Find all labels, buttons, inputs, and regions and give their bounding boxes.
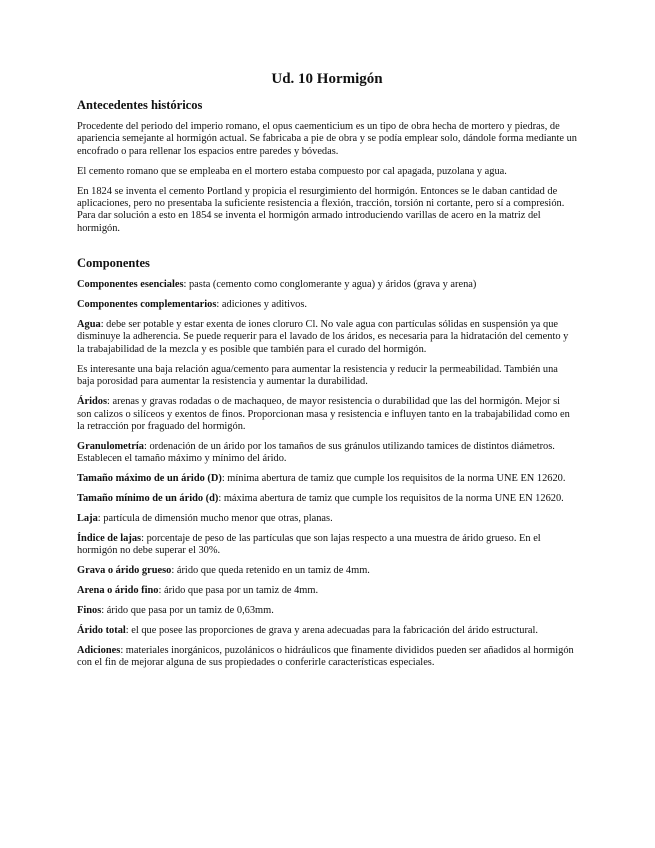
definition-text: : materiales inorgánicos, puzolánicos o hidráulicos que finamente divididos pueden ser añadidos al hormigón con el fin de mejorar alguna de sus propiedades o conferirle características especiales. — [77, 644, 574, 669]
definition-term: Árido total — [77, 624, 126, 636]
definition-paragraph — [77, 364, 577, 389]
definition-term: Laja — [77, 512, 98, 524]
history-section — [77, 97, 577, 235]
definition-text: : árido que queda retenido en un tamiz de 4mm. — [171, 565, 370, 577]
definition-text: Es interesante una baja relación agua/cemento para aumentar la resistencia y reducir la permeabilidad. También una baja porosidad para aumentar la resistencia y aumentar la durabilidad. — [77, 363, 558, 388]
definition-text: : árido que pasa por un tamiz de 4mm. — [158, 585, 319, 597]
definition-term: Tamaño mínimo de un árido (d) — [77, 493, 219, 505]
definition-term: Finos — [77, 604, 102, 616]
history-paragraph: Procedente del periodo del imperio romano, el opus caementicium es un tipo de obra hecha de mortero y piedras, de apariencia semejante al hormigón actual. Se fabricaba a pie de obra y se podía emplear solo, dándole forma mediante un encofrado o para rellenar los espacios entre paredes y bóvedas. — [77, 121, 577, 157]
definition-paragraph — [77, 493, 577, 505]
definition-term: Agua — [77, 319, 101, 331]
definition-paragraph — [77, 279, 577, 291]
definition-paragraph — [77, 299, 577, 311]
definition-term: Grava o árido grueso — [77, 565, 172, 577]
definition-text: : ordenación de un árido por los tamaños de sus gránulos utilizando tamices de distintos diámetros. Establecen el tamaño máximo y mínimo del árido. — [77, 440, 555, 465]
definition-text: : partícula de dimensión mucho menor que otras, planas. — [97, 512, 333, 524]
definition-text: : porcentaje de peso de las partículas que son lajas respecto a una muestra de árido grueso. En el hormigón no debe superar el 30%. — [77, 532, 541, 557]
definition-text: : debe ser potable y estar exenta de iones cloruro Cl. No vale agua con partículas sólidas en suspensión ya que disminuye la adherencia. Se puede requerir para el lavado de los áridos, es necesaria para la hidratación del cemento y la trabajabilidad de la mezcla y es posible que también para el curado del hormigón. — [77, 319, 569, 355]
document-page — [77, 70, 577, 677]
definition-term: Áridos — [77, 396, 108, 408]
history-paragraph: El cemento romano que se empleaba en el mortero estaba compuesto por cal apagada, puzolana y agua. — [77, 165, 507, 177]
definition-paragraph — [77, 319, 577, 356]
definition-paragraph — [77, 513, 577, 525]
definition-paragraph — [77, 396, 577, 433]
definition-paragraph — [77, 533, 577, 558]
definition-term: Adiciones — [77, 644, 121, 656]
definition-term: Componentes complementarios — [77, 299, 217, 311]
components-heading: Componentes — [77, 256, 150, 271]
definition-text: : el que posee las proporciones de grava y arena adecuadas para la fabricación del árido estructural. — [125, 624, 539, 636]
definition-paragraph — [77, 565, 577, 577]
definition-paragraph — [77, 625, 577, 637]
definition-text: : arenas y gravas rodadas o de machaqueo, de mayor resistencia o durabilidad que las del hormigón. Mejor si son calizos o silíceos y exentos de finos. Proporcionan masa y resistencia e influyen tanto en la trabajabilidad como en la retracción por fraguado del hormigón. — [77, 396, 570, 432]
definition-paragraph — [77, 473, 577, 485]
definition-term: Tamaño máximo de un árido (D) — [77, 473, 222, 485]
definition-text: : árido que pasa por un tamiz de 0,63mm. — [101, 604, 274, 616]
history-heading: Antecedentes históricos — [77, 98, 203, 112]
definition-term: Índice de lajas — [77, 532, 142, 544]
definition-text: : máxima abertura de tamiz que cumple los requisitos de la norma UNE EN 12620. — [218, 493, 564, 505]
definition-paragraph — [77, 605, 577, 617]
components-section — [77, 255, 577, 669]
definition-paragraph — [77, 441, 577, 466]
definition-text: : mínima abertura de tamiz que cumple los requisitos de la norma UNE EN 12620. — [221, 473, 566, 485]
definition-text: : adiciones y aditivos. — [216, 299, 308, 311]
definition-paragraph — [77, 645, 577, 670]
definition-term: Granulometría — [77, 440, 144, 452]
definition-text: : pasta (cemento como conglomerante y agua) y áridos (grava y arena) — [183, 279, 477, 291]
document-title: Ud. 10 Hormigón — [271, 71, 383, 87]
definition-term: Componentes esenciales — [77, 279, 184, 291]
definition-paragraph — [77, 585, 577, 597]
definition-term: Arena o árido fino — [77, 585, 159, 597]
history-paragraph: En 1824 se inventa el cemento Portland y propicia el resurgimiento del hormigón. Entonces se le daban cantidad de aplicaciones, pero no presentaba la suficiente resistencia a flexión, tracción, torsión ni cortante, pero sí a compresión. Para dar solución a esto en 1854 se inventa el hormigón armado introduciendo varillas de acero en la matriz del hormigón. — [77, 185, 565, 234]
